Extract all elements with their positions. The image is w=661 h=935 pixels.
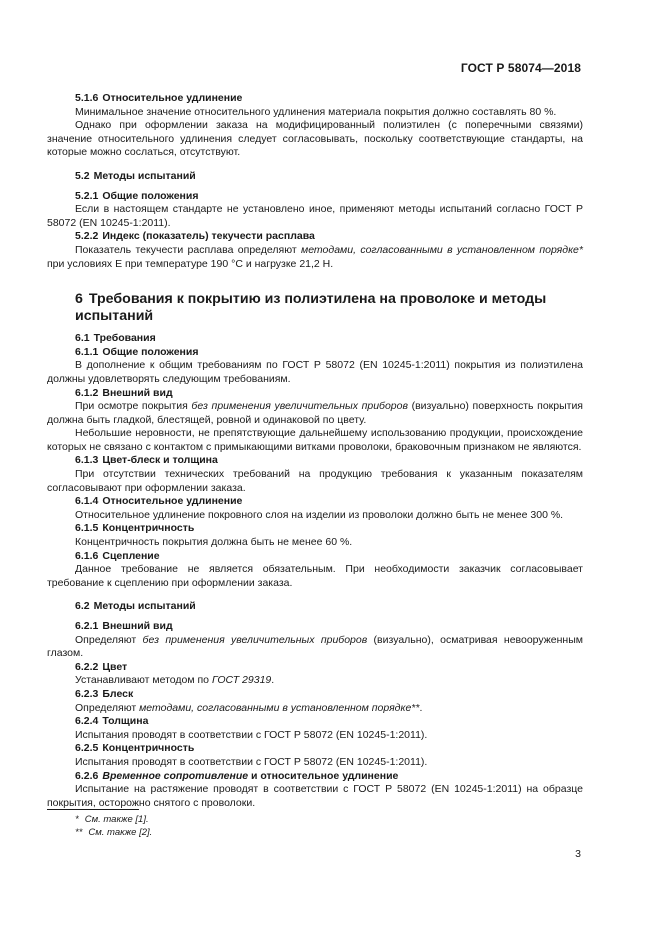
section-6-2-heading: 6.2 Методы испытаний: [75, 600, 196, 613]
section-5-2-1-heading: 5.2.1 Общие положения: [75, 189, 199, 202]
section-6-1-6-heading: 6.1.6 Сцепление: [75, 549, 160, 562]
footnote-2: ** См. также [2].: [75, 826, 153, 838]
paragraph: Устанавливают методом по ГОСТ 29319.: [75, 674, 275, 687]
section-6-2-2-heading: 6.2.2 Цвет: [75, 660, 128, 673]
paragraph: Определяют методами, согласованными в установленном порядке**.: [75, 701, 423, 714]
section-6-2-3-heading: 6.2.3 Блеск: [75, 687, 134, 700]
paragraph: В дополнение к общим требованиям по ГОСТ Р 58072 (EN 10245-1:2011) покрытия из полиэтилена должны удовлетворять следующим требованиям.: [47, 359, 583, 385]
paragraph: При осмотре покрытия без применения увеличительных приборов (визуально) поверхность покрытия должна быть гладкой, блестящей, ровной и одинаковой по цвету.: [47, 400, 583, 426]
section-5-2-2-heading: 5.2.2 Индекс (показатель) текучести расплава: [75, 230, 315, 243]
paragraph: Данное требование не является обязательным. При необходимости заказчик согласовывает требование к сцеплению при оформлении заказа.: [47, 563, 583, 589]
section-6-1-1-heading: 6.1.1 Общие положения: [75, 345, 199, 358]
paragraph: Испытание на растяжение проводят в соответствии с ГОСТ Р 58072 (EN 10245-1:2011) на образце покрытия, осторожно снятого с проволоки.: [47, 783, 583, 809]
section-6-2-5-heading: 6.2.5 Концентричность: [75, 742, 195, 755]
section-6-2-4-heading: 6.2.4 Толщина: [75, 715, 149, 728]
page-number: 3: [575, 848, 581, 860]
footnote-divider: [47, 809, 139, 810]
section-6-2-1-heading: 6.2.1 Внешний вид: [75, 620, 173, 632]
paragraph: Концентричность покрытия должна быть не менее 60 %.: [75, 536, 353, 549]
paragraph: Испытания проводят в соответствии с ГОСТ Р 58072 (EN 10245-1:2011).: [75, 728, 428, 741]
section-6-1-5-heading: 6.1.5 Концентричность: [75, 522, 195, 535]
section-5-1-6-heading: 5.1.6 Относительное удлинение: [75, 92, 243, 104]
paragraph: Относительное удлинение покровного слоя на изделии из проволоки должно быть не менее 300 %.: [75, 508, 564, 521]
section-6-heading: 6 Требования к покрытию из полиэтилена на проволоке и методы испытаний: [75, 291, 547, 324]
section-6-1-heading: 6.1 Требования: [75, 332, 156, 345]
paragraph: Минимальное значение относительного удлинения материала покрытия должно составлять 80 %.: [75, 105, 557, 118]
footnotes: [75, 814, 152, 839]
document-body: [47, 92, 583, 810]
paragraph: Однако при оформлении заказа на модифицированный полиэтилен (с поперечными связями) значение относительного удлинения следует согласовывать, поскольку соответствующие стандарты, на которые можно сослаться, отсутствуют.: [47, 119, 583, 159]
paragraph: Если в настоящем стандарте не установлено иное, применяют методы испытаний согласно ГОСТ Р 58072 (EN 10245-1:2011).: [47, 203, 583, 229]
document-code-header: ГОСТ Р 58074—2018: [460, 61, 581, 75]
paragraph: Испытания проводят в соответствии с ГОСТ Р 58072 (EN 10245-1:2011).: [75, 755, 428, 768]
section-6-1-3-heading: 6.1.3 Цвет-блеск и толщина: [75, 454, 218, 467]
section-6-1-2-heading: 6.1.2 Внешний вид: [75, 386, 173, 399]
section-6-2-6-heading: 6.2.6 Временное сопротивление и относительное удлинение: [75, 769, 399, 782]
paragraph: Определяют без применения увеличительных приборов (визуально), осматривая невооруженным глазом.: [47, 633, 583, 660]
paragraph: При отсутствии технических требований на продукцию требования к указанным показателям согласовывают при оформлении заказа.: [47, 468, 583, 494]
footnote-1: * См. также [1].: [75, 814, 149, 825]
paragraph: Показатель текучести расплава определяют методами, согласованными в установленном порядке* при условиях E при температуре 190 °С и нагрузке 21,2 Н.: [47, 243, 583, 270]
section-5-2-heading: 5.2 Методы испытаний: [75, 169, 196, 182]
paragraph: Небольшие неровности, не препятствующие дальнейшему использованию продукции, происхождение которых не связано с контактом с примыкающими витками проволоки, браковочным признаком не являются.: [47, 427, 583, 453]
section-6-1-4-heading: 6.1.4 Относительное удлинение: [75, 495, 243, 508]
